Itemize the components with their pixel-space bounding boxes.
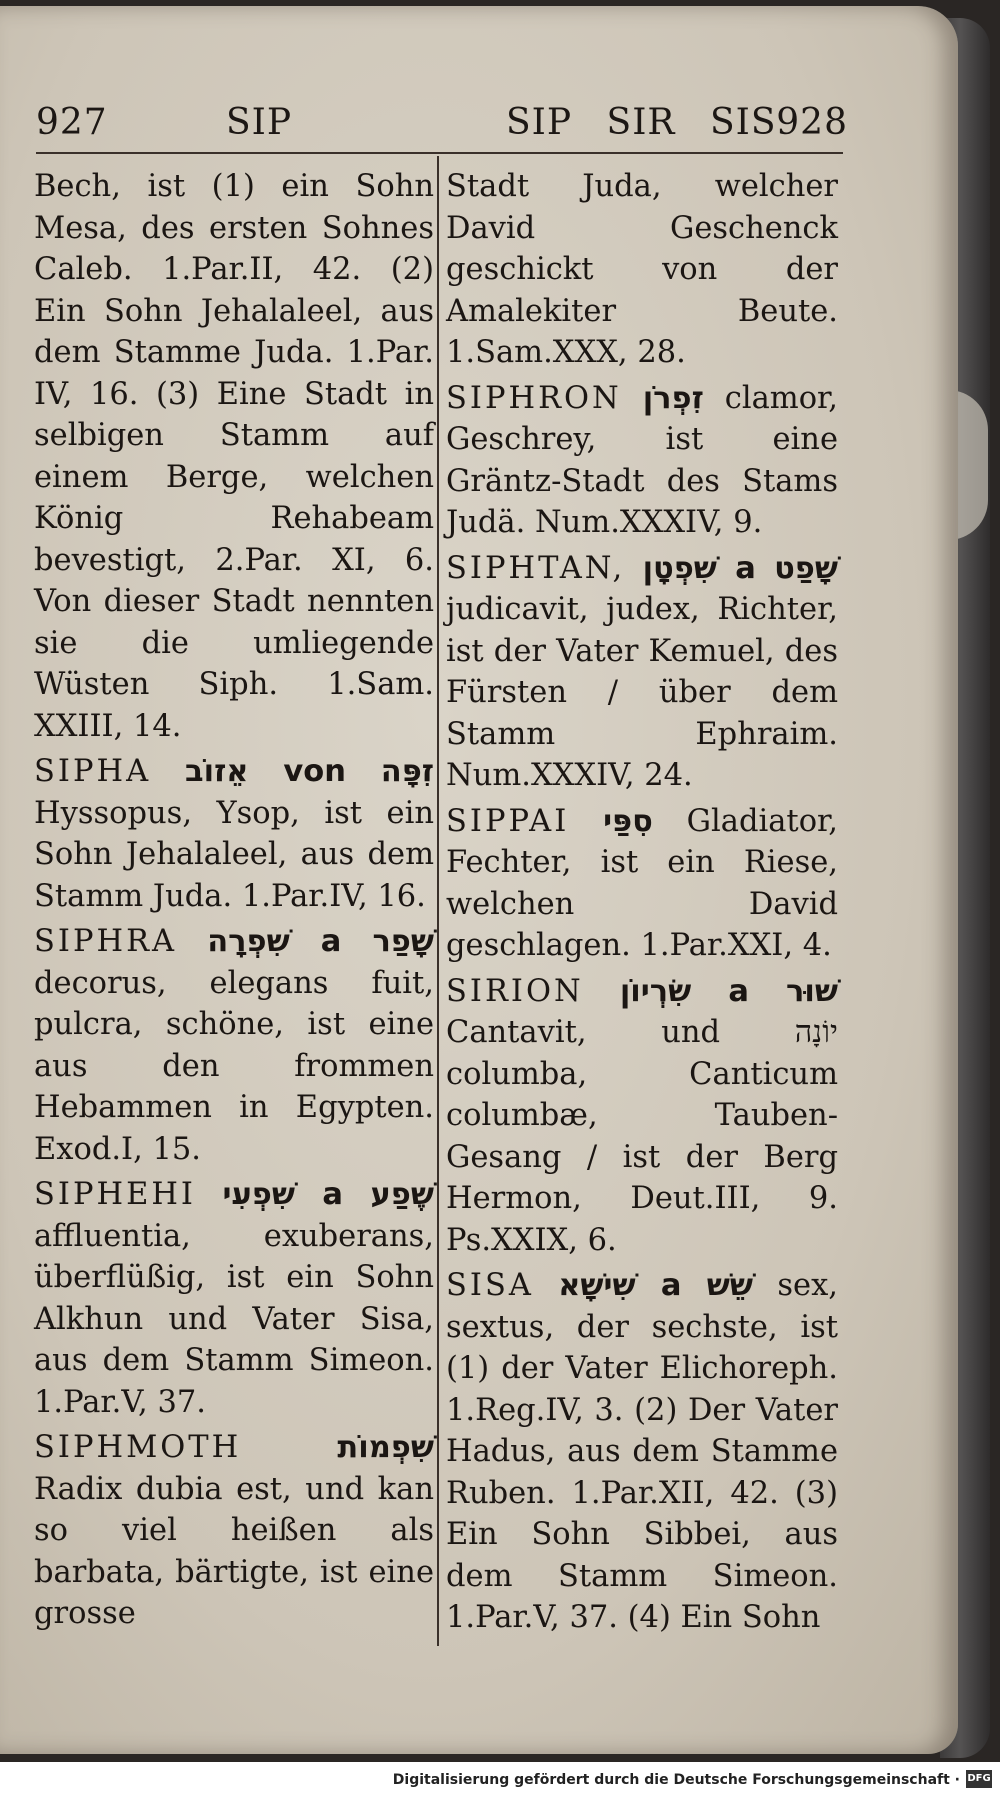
entry-lemma: SISA bbox=[446, 1268, 534, 1303]
entry-hebrew: שִׁפְטָן a שָׁפַט bbox=[642, 550, 838, 586]
entry-text: affluentia, exuberans, überflüßig, ist ein Sohn Alkhun und Vater Sisa, aus dem Stamm Simeon. 1.Par.V, 37. bbox=[34, 1218, 434, 1420]
entry-hebrew: שִׁפְמוֹת bbox=[337, 1430, 434, 1465]
book-page bbox=[0, 6, 958, 1754]
entry-text: Radix dubia est, und kan so viel heißen als barbata, bärtigte, ist eine grosse bbox=[34, 1471, 434, 1631]
entry-continuation bbox=[34, 166, 434, 747]
entry-hebrew: סִפַּי bbox=[603, 803, 653, 839]
entry-hebrew: שִׁפְעִי a שֶׁפַע bbox=[222, 1177, 434, 1212]
left-running-head: SIP bbox=[226, 102, 293, 143]
entry-lemma: SIPHRON bbox=[446, 380, 622, 416]
entry-lemma: SIPHRA bbox=[34, 924, 178, 959]
entry-text: Gladiator, Fechter, ist ein Riese, welchen David geschlagen. 1.Par.XXI, 4. bbox=[446, 803, 838, 963]
running-header bbox=[36, 102, 848, 152]
entry-lemma: SIPHEHI bbox=[34, 1177, 196, 1212]
right-column bbox=[446, 166, 838, 1639]
funding-credit: Digitalisierung gefördert durch die Deutsche Forschungsgemeinschaft · bbox=[392, 1772, 960, 1788]
entry-hebrew: שִׁישָׁא a שֵׁשׁ bbox=[558, 1268, 754, 1303]
right-page-number: 928 bbox=[776, 102, 848, 143]
entry-lemma: SIPPAI bbox=[446, 803, 570, 839]
entry-sirion bbox=[446, 971, 838, 1262]
entry-siphra bbox=[34, 921, 434, 1170]
entry-lemma: SIPHMOTH bbox=[34, 1430, 242, 1465]
entry-hebrew: אֵזוֹב von זִפָּה bbox=[185, 754, 434, 789]
digitization-footer bbox=[0, 1762, 1000, 1797]
entry-text: Bech, ist (1) ein Sohn Mesa, des ersten Sohnes Caleb. 1.Par.II, 42. (2) Ein Sohn Jehalaleel, aus dem Stamme Juda. 1.Par. IV, 16. (3) Eine Stadt in selbigen Stamm auf einem Berge, welchen König Rehabeam bevestigt, 2.Par. XI, 6. Von dieser Stadt nennten sie die umliegende Wüsten Siph. 1.Sam. XXIII, 14. bbox=[34, 169, 434, 744]
entry-hebrew: זִפְרֹן bbox=[642, 380, 704, 416]
entry-lemma: SIRION bbox=[446, 973, 584, 1009]
header-rule bbox=[36, 152, 843, 154]
entry-text: decorus, elegans fuit, pulcra, schöne, ist eine aus den frommen Hebammen in Egypten. Exod.I, 15. bbox=[34, 965, 434, 1167]
dfg-logo: DFG bbox=[966, 1770, 992, 1788]
entry-continuation bbox=[446, 166, 838, 374]
entry-hebrew: שִׁפְרָה a שָׁפַר bbox=[207, 924, 434, 959]
entry-text: Cantavit, und יוֹנָה columba, Canticum columbæ, Tauben-Gesang / ist der Berg Hermon, Deut.III, 9. Ps.XXIX, 6. bbox=[446, 1015, 838, 1258]
right-running-head: SIP SIR SIS bbox=[506, 102, 777, 143]
left-page-number: 927 bbox=[36, 102, 108, 143]
entry-text: judicavit, judex, Richter, ist der Vater Kemuel, des Fürsten / über dem Stamm Ephraim. Num.XXXIV, 24. bbox=[446, 592, 838, 793]
entry-sipha bbox=[34, 751, 434, 917]
entry-siphron bbox=[446, 378, 838, 544]
entry-siphehi bbox=[34, 1174, 434, 1423]
entry-sippai bbox=[446, 801, 838, 967]
entry-hebrew: שִׂרְיוֹן a שׁוּר bbox=[619, 973, 838, 1009]
column-rule bbox=[437, 156, 439, 1646]
entry-text: sex, sextus, der sechste, ist (1) der Vater Elichoreph. 1.Reg.IV, 3. (2) Der Vater Hadus, aus dem Stamme Ruben. 1.Par.XII, 42. (3) Ein Sohn Sibbei, aus dem Stamm Simeon. 1.Par.V, 37. (4) Ein Sohn bbox=[446, 1268, 838, 1635]
entry-text: Stadt Juda, welcher David Geschenck geschickt von der Amalekiter Beute. 1.Sam.XXX, 28. bbox=[446, 169, 838, 370]
entry-text: Hyssopus, Ysop, ist ein Sohn Jehalaleel, aus dem Stamm Juda. 1.Par.IV, 16. bbox=[34, 795, 434, 914]
entry-lemma: SIPHA bbox=[34, 754, 152, 789]
entry-text: clamor, Geschrey, ist eine Gräntz-Stadt des Stams Judä. Num.XXXIV, 9. bbox=[446, 380, 838, 540]
entry-sisa bbox=[446, 1265, 838, 1639]
entry-siphtan bbox=[446, 548, 838, 797]
entry-lemma: SIPHTAN, bbox=[446, 550, 626, 586]
left-column bbox=[34, 166, 434, 1635]
entry-siphmoth bbox=[34, 1427, 434, 1635]
